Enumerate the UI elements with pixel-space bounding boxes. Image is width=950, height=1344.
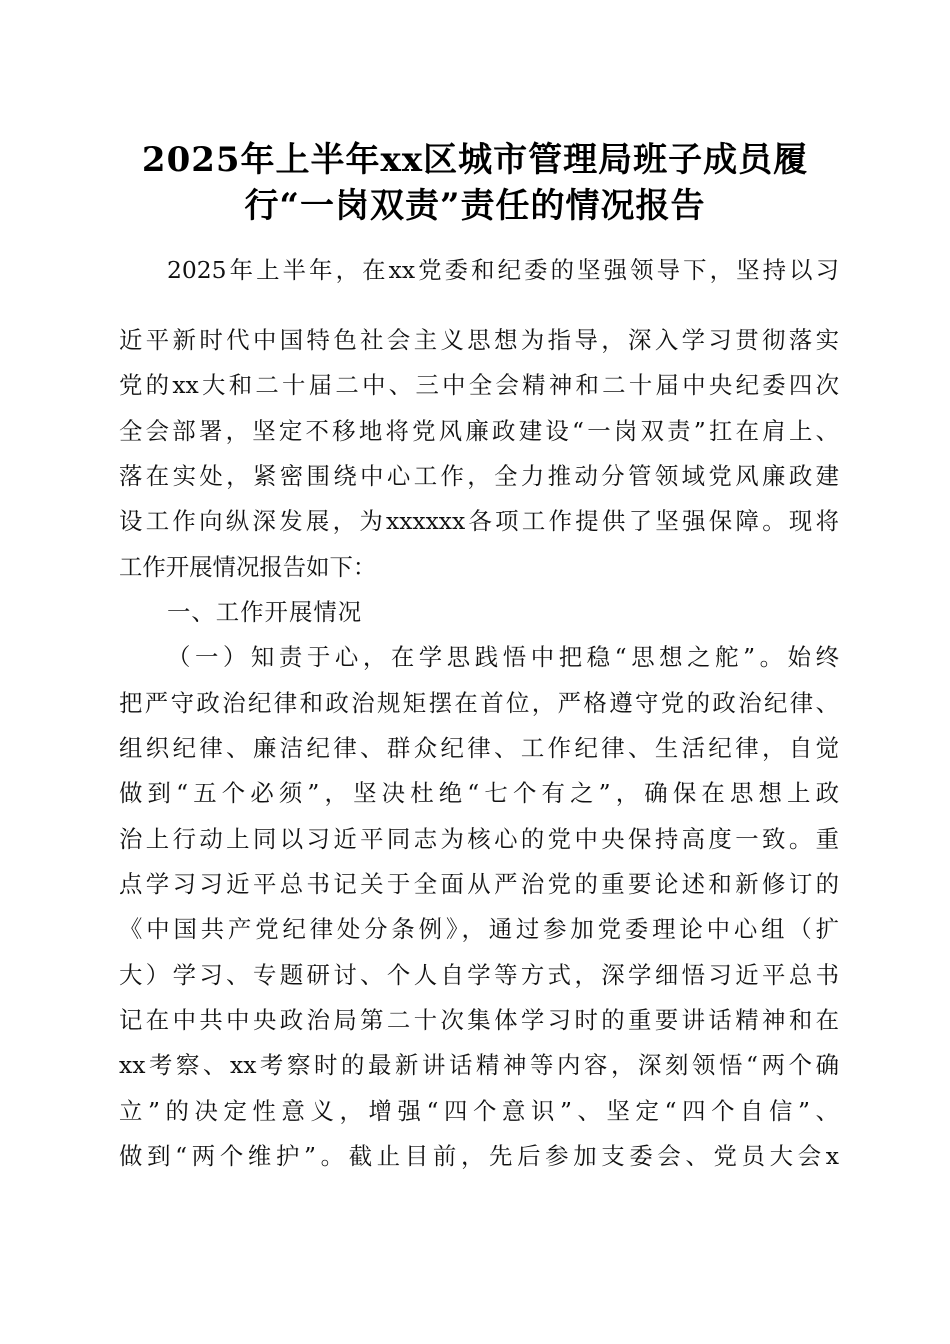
subsection-line: 治上行动上同以习近平同志为核心的党中央保持高度一致。重	[119, 825, 839, 853]
document-title-line-1: 2025年上半年xx区城市管理局班子成员履	[141, 140, 809, 180]
subsection-line: 做到“两个维护”。截止目前，先后参加支委会、党员大会x	[119, 1142, 839, 1170]
intro-line: 全会部署，坚定不移地将党风廉政建设“一岗双责”扛在肩上、	[119, 417, 839, 445]
intro-line: 落在实处，紧密围绕中心工作，全力推动分管领域党风廉政建	[119, 462, 839, 490]
intro-line: 工作开展情况报告如下：	[119, 553, 377, 581]
subsection-line: 点学习习近平总书记关于全面从严治党的重要论述和新修订的	[119, 870, 839, 898]
subsection-line: 做到“五个必须”，坚决杜绝“七个有之”，确保在思想上政	[119, 779, 839, 807]
intro-line: 2025年上半年，在xx党委和纪委的坚强领导下，坚持以习	[167, 256, 839, 284]
intro-line: 近平新时代中国特色社会主义思想为指导，深入学习贯彻落实	[119, 326, 839, 354]
subsection-line: 记在中共中央政治局第二十次集体学习时的重要讲话精神和在	[119, 1006, 839, 1034]
document-title-line-2: 行“一岗双责”责任的情况报告	[244, 186, 706, 226]
section-heading: 一、工作开展情况	[167, 598, 363, 626]
subsection-line: xx考察、xx考察时的最新讲话精神等内容，深刻领悟“两个确	[119, 1051, 839, 1079]
subsection-line: （一）知责于心，在学思践悟中把稳“思想之舵”。始终	[167, 643, 839, 671]
subsection-line: 大）学习、专题研讨、个人自学等方式，深学细悟习近平总书	[119, 961, 839, 989]
intro-line: 设工作向纵深发展，为xxxxxx各项工作提供了坚强保障。现将	[119, 507, 839, 535]
subsection-line: 《中国共产党纪律处分条例》，通过参加党委理论中心组（扩	[119, 915, 839, 943]
subsection-line: 把严守政治纪律和政治规矩摆在首位，严格遵守党的政治纪律、	[119, 689, 839, 717]
intro-line: 党的xx大和二十届二中、三中全会精神和二十届中央纪委四次	[119, 371, 839, 399]
subsection-line: 立”的决定性意义，增强“四个意识”、坚定“四个自信”、	[119, 1097, 839, 1125]
subsection-line: 组织纪律、廉洁纪律、群众纪律、工作纪律、生活纪律，自觉	[119, 734, 839, 762]
